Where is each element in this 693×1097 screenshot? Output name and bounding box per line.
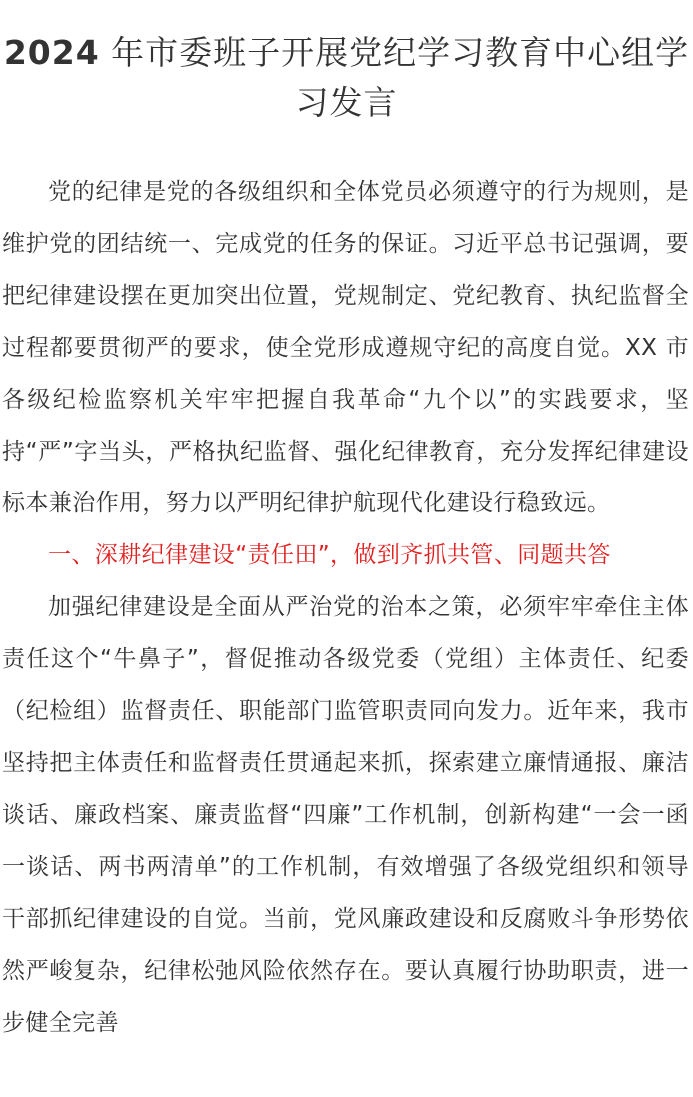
intro-paragraph: 党的纪律是党的各级组织和全体党员必须遵守的行为规则，是维护党的团结统一、完成党的任务的保证。习近平总书记强调，要把纪律建设摆在更加突出位置，党规制定、党纪教育、执纪监督全过程都要贯彻严的要求，使全党形成遵规守纪的高度自觉。XX 市各级纪检监察机关牢牢把握自我革命“九个以”的实践要求，坚持“严”字当头，严格执纪监督、强化纪律教育，充分发挥纪律建设标本兼治作用，努力以严明纪律护航现代化建设行稳致远。 <box>2 179 689 517</box>
title-text: 年市委班子开展党纪学习教育中心组学习发言 <box>99 33 690 122</box>
section-1-paragraph: 加强纪律建设是全面从严治党的治本之策，必须牢牢牵住主体责任这个“牛鼻子”，督促推动各级党委（党组）主体责任、纪委（纪检组）监督责任、职能部门监管职责同向发力。近年来，我市坚持把主体责任和监督责任贯通起来抓，探索建立廉情通报、廉洁谈话、廉政档案、廉责监督“四廉”工作机制，创新构建“一会一函一谈话、两书两清单”的工作机制，有效增强了各级党组织和领导干部抓纪律建设的自觉。当前，党风廉政建设和反腐败斗争形势依然严峻复杂，纪律松弛风险依然存在。要认真履行协助职责，进一步健全完善 <box>2 594 689 1036</box>
title-year: 2024 <box>3 33 100 72</box>
document-title <box>0 28 693 128</box>
section-heading-1: 一、深耕纪律建设“责任田”，做到齐抓共管、同题共答 <box>48 542 611 569</box>
document-body <box>0 167 693 1049</box>
